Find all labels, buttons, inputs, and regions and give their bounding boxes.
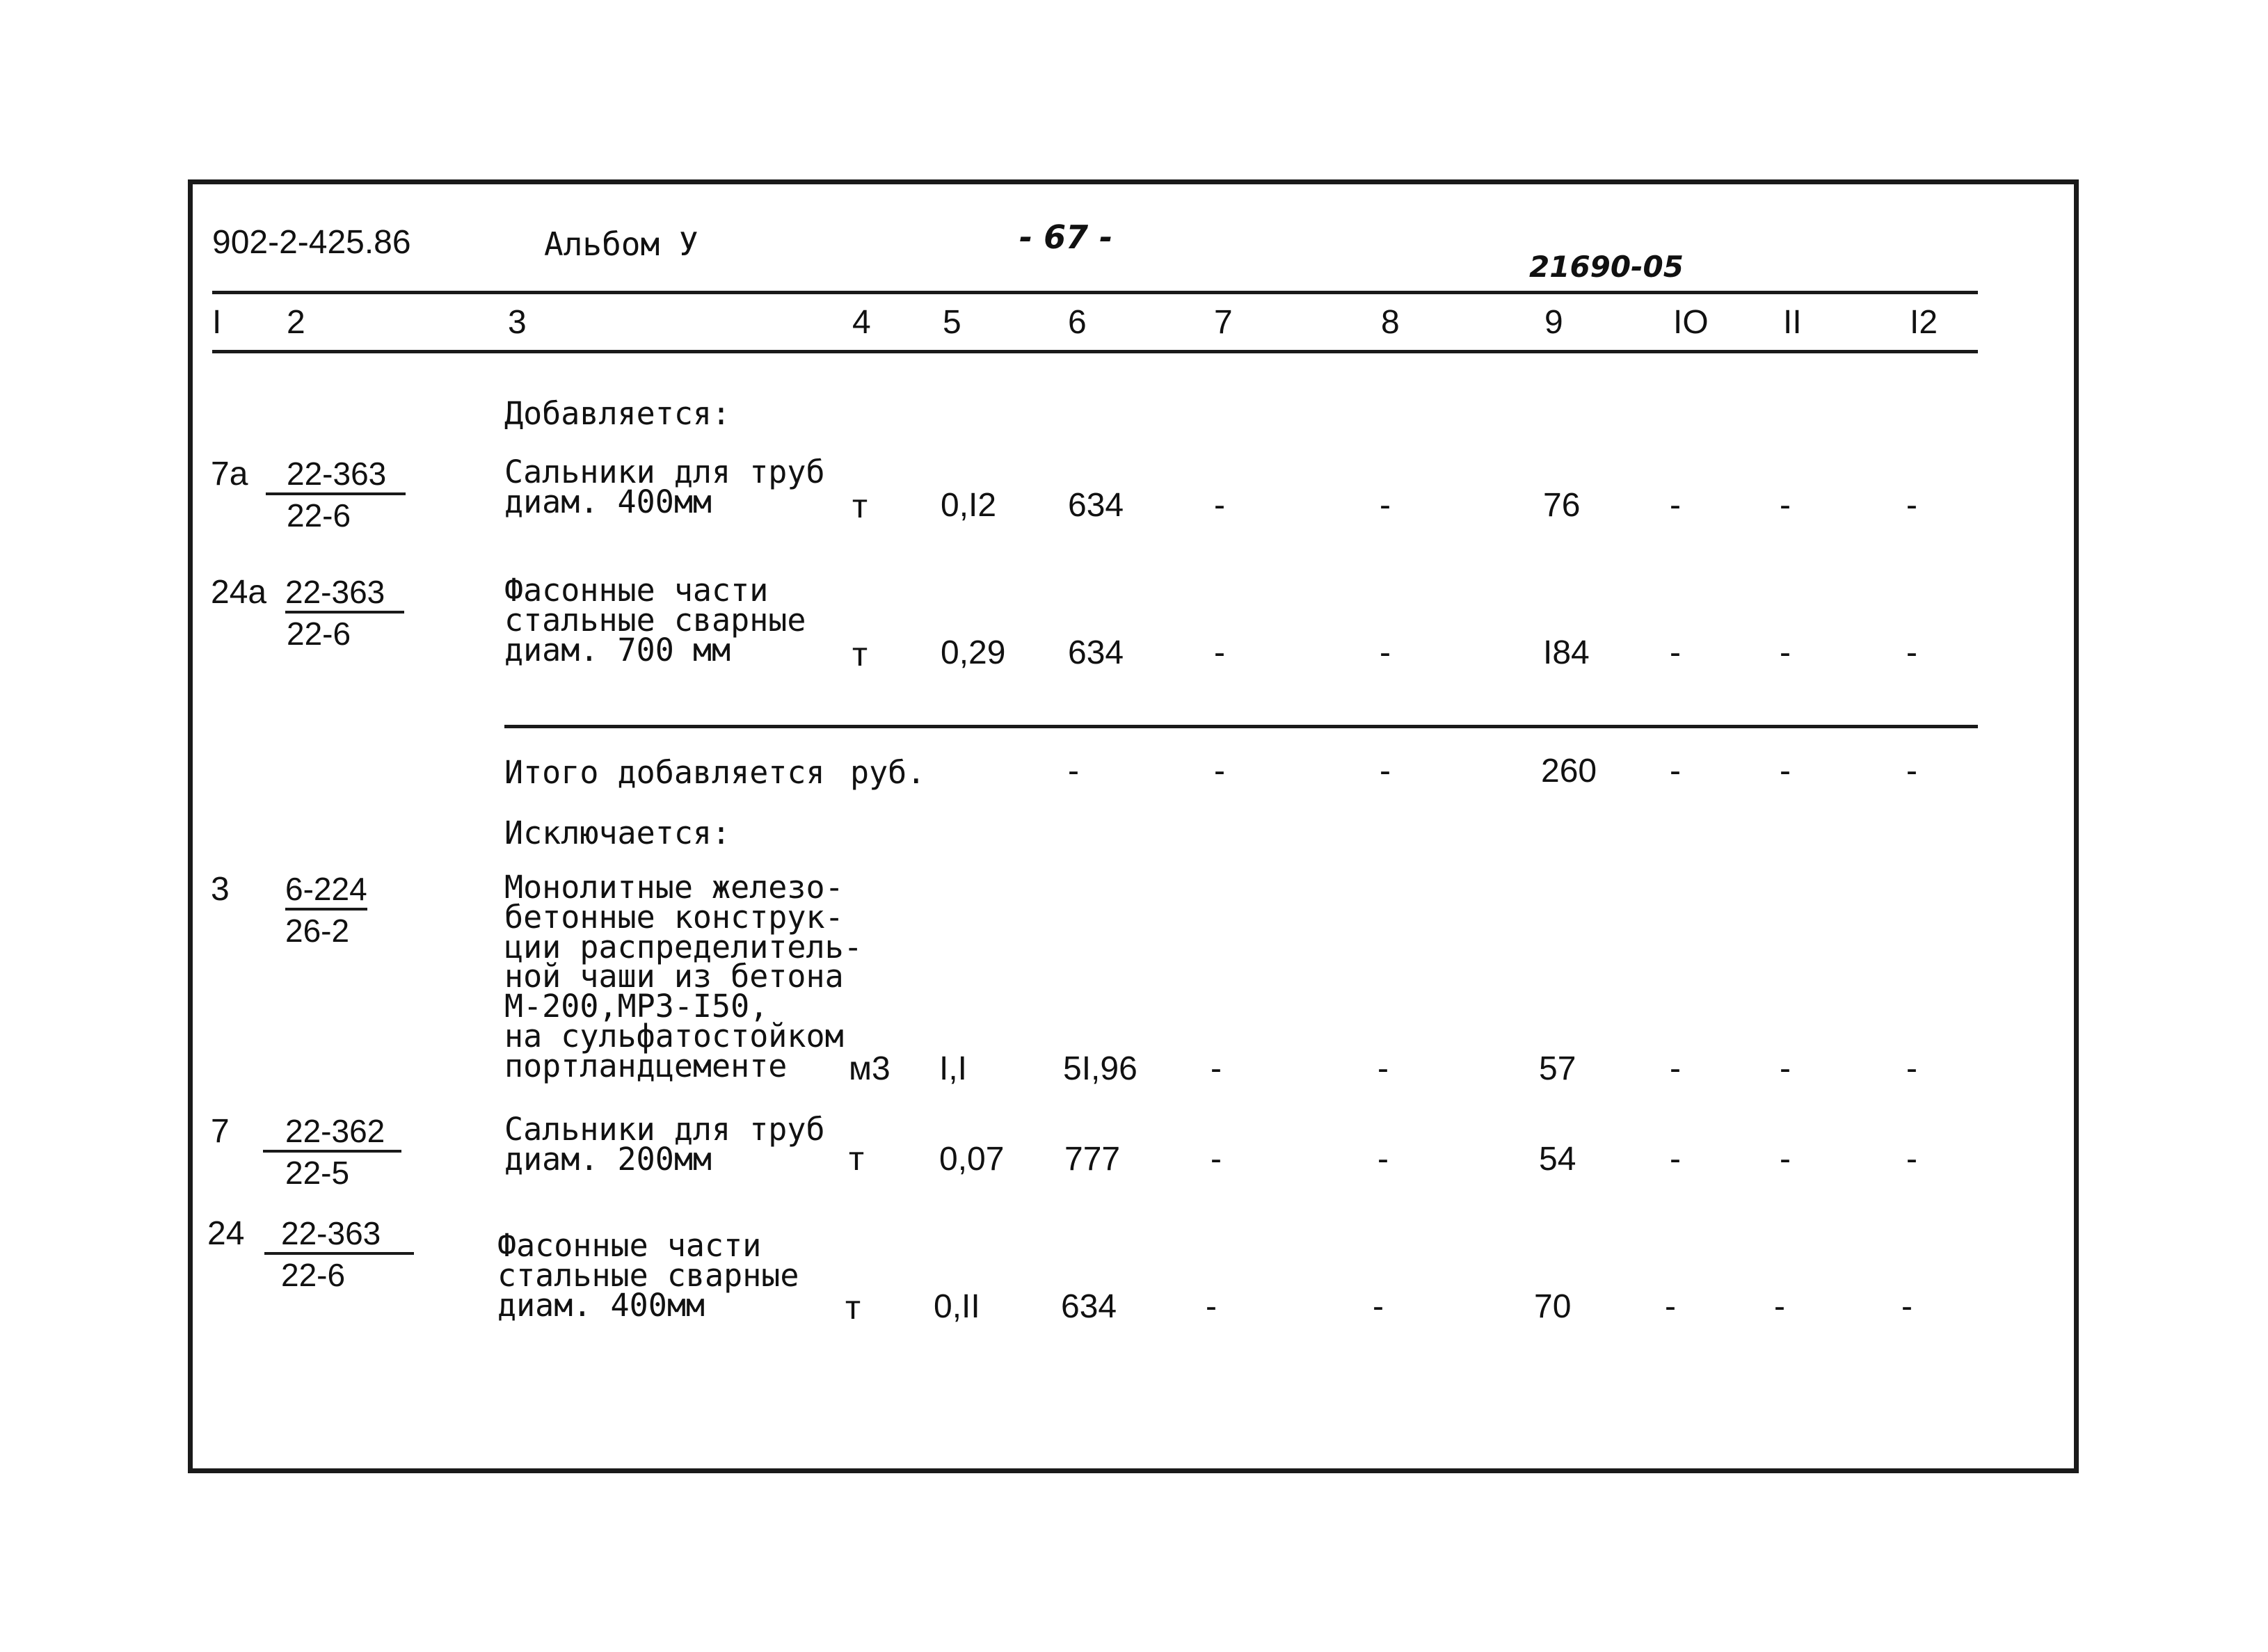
col11-dash: -: [1780, 1141, 1791, 1178]
row-number: 7: [211, 1113, 230, 1150]
item-name: Фасонные части стальные сварные диам. 700 мм: [504, 572, 806, 668]
unit-price: 634: [1061, 1288, 1117, 1325]
col11-dash: -: [1780, 1050, 1791, 1087]
code-top: 22-363: [266, 458, 406, 495]
page-number: - 67 -: [1019, 218, 1113, 256]
col-header-10: IO: [1673, 304, 1709, 341]
quantity: 0,II: [934, 1288, 980, 1325]
header-rule-top: [212, 291, 1978, 294]
album-title: Альбом У: [544, 225, 698, 263]
quantity: 0,29: [941, 634, 1006, 671]
code-top: 22-363: [264, 1217, 414, 1255]
col12-dash: -: [1906, 634, 1917, 671]
item-name: Сальники для труб диам. 200мм: [504, 1111, 825, 1178]
total-cost: I84: [1543, 634, 1590, 671]
col10-dash: -: [1670, 1141, 1681, 1178]
code-top: 22-363: [285, 576, 404, 614]
col-header-9: 9: [1544, 304, 1563, 341]
quantity: I,I: [939, 1050, 968, 1087]
section-excluded: Исключается:: [504, 815, 731, 851]
code-fraction: [266, 456, 406, 534]
col11-dash: -: [1780, 487, 1791, 524]
col12-dash: -: [1906, 1050, 1917, 1087]
row-number: 24: [207, 1215, 245, 1252]
code-top: 22-362: [263, 1115, 401, 1153]
col11-dash: -: [1780, 634, 1791, 671]
total-label: Итого добавляется: [504, 754, 825, 791]
code-top: 6-224: [285, 873, 367, 911]
unit: т: [845, 1290, 861, 1326]
col-header-3: 3: [508, 304, 527, 341]
total-unit: руб.: [850, 754, 926, 791]
item-name: Фасонные части стальные сварные диам. 400мм: [497, 1227, 799, 1324]
col8-dash: -: [1377, 1141, 1389, 1178]
col12-dash: -: [1901, 1288, 1912, 1325]
col-header-8: 8: [1381, 304, 1400, 341]
unit-price: 634: [1068, 634, 1124, 671]
total-col7: -: [1214, 753, 1225, 789]
total-col6: -: [1068, 753, 1079, 789]
row-number: 24а: [211, 574, 267, 611]
row-number: 7а: [211, 456, 248, 492]
col10-dash: -: [1670, 1050, 1681, 1087]
col10-dash: -: [1670, 634, 1681, 671]
code-bottom: 22-6: [287, 616, 351, 652]
code-bottom: 22-6: [281, 1257, 346, 1293]
col12-dash: -: [1906, 1141, 1917, 1178]
total-sum: 260: [1541, 753, 1597, 789]
col10-dash: -: [1670, 487, 1681, 524]
total-cost: 70: [1534, 1288, 1572, 1325]
col-header-11: II: [1783, 304, 1802, 341]
col11-dash: -: [1774, 1288, 1785, 1325]
document-frame: [188, 179, 2079, 1473]
col-header-4: 4: [852, 304, 871, 341]
col-header-1: I: [212, 304, 222, 341]
col8-dash: -: [1380, 487, 1391, 524]
code-bottom: 22-5: [285, 1155, 350, 1191]
section-added: Добавляется:: [504, 395, 731, 432]
col-header-6: 6: [1068, 304, 1087, 341]
col7-dash: -: [1211, 1141, 1222, 1178]
col7-dash: -: [1211, 1050, 1222, 1087]
col-header-5: 5: [943, 304, 961, 341]
col8-dash: -: [1380, 634, 1391, 671]
total-col8: -: [1380, 753, 1391, 789]
unit-price: 634: [1068, 487, 1124, 524]
code-fraction: [263, 1115, 401, 1189]
code-bottom: 22-6: [287, 497, 351, 534]
col-header-2: 2: [287, 304, 305, 341]
total-cost: 54: [1539, 1141, 1576, 1178]
stamp-number: 21690-05: [1529, 250, 1684, 284]
unit-price: 5I,96: [1063, 1050, 1137, 1087]
row-number: 3: [211, 871, 230, 908]
col10-dash: -: [1665, 1288, 1676, 1325]
item-name: Сальники для труб диам. 400мм: [504, 454, 825, 520]
total-cost: 76: [1543, 487, 1581, 524]
code-fraction: [285, 873, 367, 947]
col7-dash: -: [1206, 1288, 1217, 1325]
col8-dash: -: [1373, 1288, 1384, 1325]
subtotal-rule: [504, 725, 1978, 728]
total-col12: -: [1906, 753, 1917, 789]
total-col11: -: [1780, 753, 1791, 789]
col-header-12: I2: [1910, 304, 1938, 341]
col7-dash: -: [1214, 634, 1225, 671]
unit: т: [852, 636, 868, 673]
unit: т: [852, 488, 868, 525]
col-header-7: 7: [1214, 304, 1233, 341]
total-col10: -: [1670, 753, 1681, 789]
code-fraction: [285, 576, 404, 650]
item-name: Монолитные железо- бетонные конструк- ции распределитель- ной чаши из бетона М-200,МРЗ-I50, на сульфатостойком портландцементе: [504, 869, 863, 1084]
quantity: 0,I2: [941, 487, 997, 524]
header-rule-bottom: [212, 350, 1978, 353]
total-cost: 57: [1539, 1050, 1576, 1087]
unit: м3: [849, 1050, 891, 1087]
unit-price: 777: [1064, 1141, 1121, 1178]
quantity: 0,07: [939, 1141, 1005, 1178]
col7-dash: -: [1214, 487, 1225, 524]
col8-dash: -: [1377, 1050, 1389, 1087]
unit: т: [849, 1141, 864, 1178]
col12-dash: -: [1906, 487, 1917, 524]
code-fraction: [264, 1217, 414, 1291]
code-bottom: 26-2: [285, 913, 350, 949]
doc-code: 902-2-425.86: [212, 224, 411, 261]
